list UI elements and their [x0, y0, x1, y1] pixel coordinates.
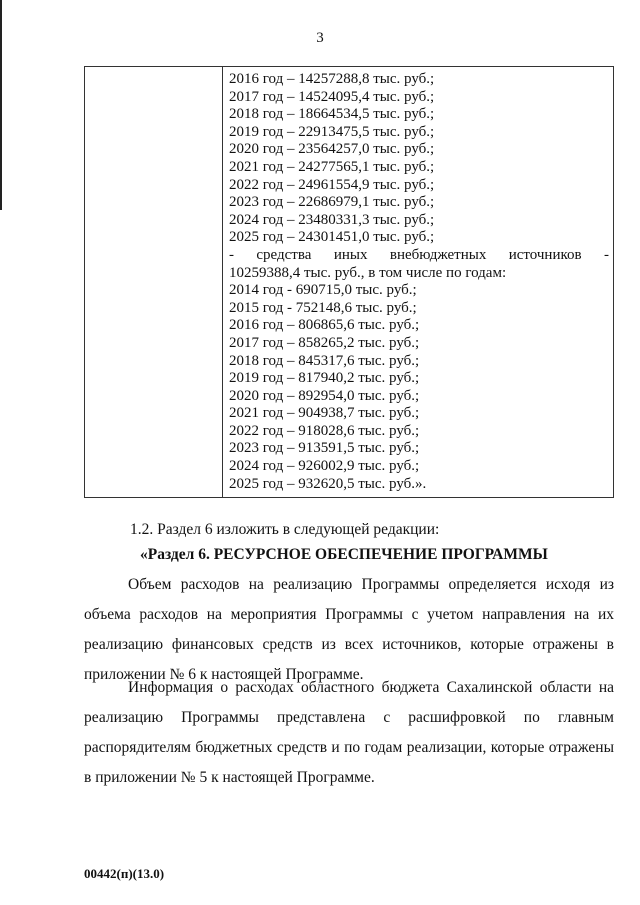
table-line: 2022 год – 918028,6 тыс. руб.; — [229, 422, 420, 439]
amendment-line: 1.2. Раздел 6 изложить в следующей редакции: — [130, 521, 440, 538]
table-row — [85, 67, 614, 498]
page-number: 3 — [316, 30, 324, 46]
section-title: «Раздел 6. РЕСУРСНОЕ ОБЕСПЕЧЕНИЕ ПРОГРАММЫ — [140, 546, 548, 563]
table-line: 2017 год – 14524095,4 тыс. руб.; — [229, 88, 435, 105]
table-line: 2019 год – 817940,2 тыс. руб.; — [229, 370, 420, 387]
document-code: 00442(п)(13.0) — [84, 866, 165, 881]
paragraph-expenses: Объем расходов на реализацию Программы определяется исходя из объема расходов на мероприятия Программы с учетом направления на их реализацию финансовых средств из всех источников, которые отражены в приложении № 6 к настоящей Программе. — [84, 576, 614, 683]
table-left-cell — [85, 67, 223, 498]
table-line: 2024 год – 23480331,3 тыс. руб.; — [229, 211, 435, 228]
table-line: 2016 год – 14257288,8 тыс. руб.; — [229, 71, 435, 87]
table-line: 2021 год – 24277565,1 тыс. руб.; — [229, 158, 435, 175]
table-line: 2016 год – 806865,6 тыс. руб.; — [229, 317, 420, 334]
table-line: 2020 год – 892954,0 тыс. руб.; — [229, 387, 420, 404]
table-line: 2014 год - 690715,0 тыс. руб.; — [229, 282, 417, 299]
table-line-extrabudget: - средства иных внебюджетных источников - — [229, 246, 609, 263]
table-line: 10259388,4 тыс. руб., в том числе по годам: — [229, 264, 507, 281]
table-line: 2018 год – 845317,6 тыс. руб.; — [229, 352, 420, 369]
table-line: 2023 год – 22686979,1 тыс. руб.; — [229, 194, 435, 211]
table-right-cell — [223, 67, 614, 498]
paragraph-budget-info: Информация о расходах областного бюджета Сахалинской области на реализацию Программы представлена с расшифровкой по главным распорядителям бюджетных средств и по годам реализации, которые отражены в приложении № 5 к настоящей Программе. — [84, 679, 614, 786]
table-line: 2023 год – 913591,5 тыс. руб.; — [229, 440, 420, 457]
table-line: 2021 год – 904938,7 тыс. руб.; — [229, 405, 420, 422]
resource-table — [84, 66, 614, 498]
table-line: 2020 год – 23564257,0 тыс. руб.; — [229, 141, 435, 158]
table-line: 2025 год – 932620,5 тыс. руб.». — [229, 475, 427, 492]
table-line: 2019 год – 22913475,5 тыс. руб.; — [229, 123, 435, 140]
table-line: 2015 год - 752148,6 тыс. руб.; — [229, 299, 417, 316]
table-line: 2025 год – 24301451,0 тыс. руб.; — [229, 229, 435, 246]
table-line: 2024 год – 926002,9 тыс. руб.; — [229, 458, 420, 475]
table-line: 2017 год – 858265,2 тыс. руб.; — [229, 334, 420, 351]
table-line: 2018 год – 18664534,5 тыс. руб.; — [229, 106, 435, 123]
table-line: 2022 год – 24961554,9 тыс. руб.; — [229, 176, 435, 193]
